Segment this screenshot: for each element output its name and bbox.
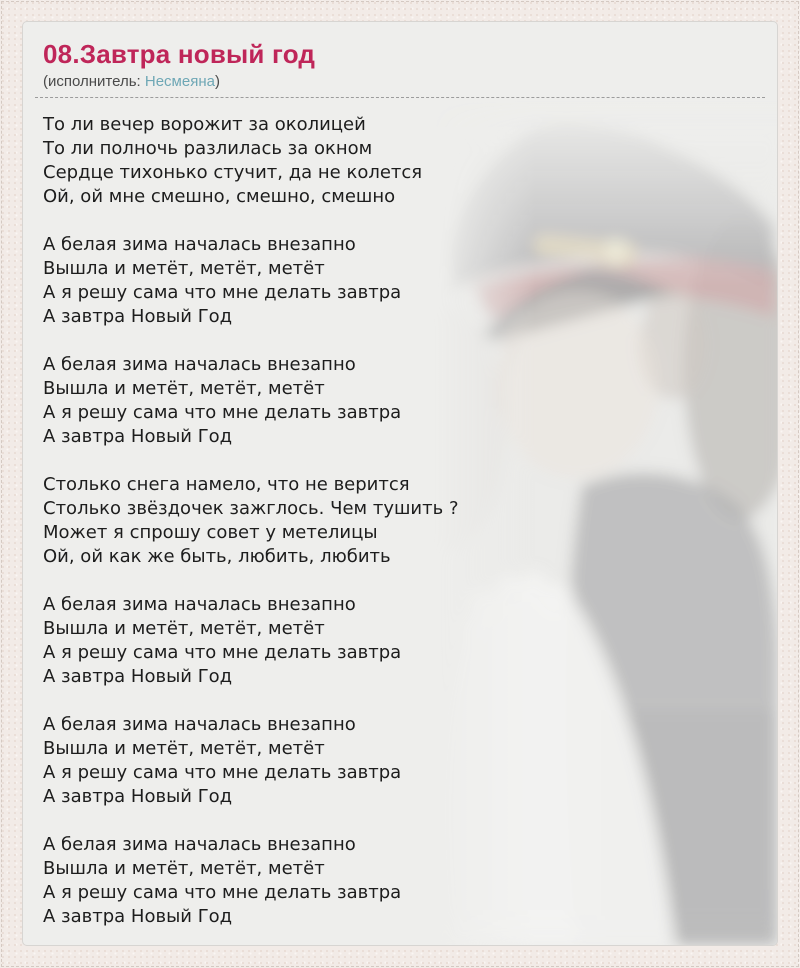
stanza — [43, 833, 757, 929]
lyric-line: А белая зима началась внезапно — [43, 233, 356, 255]
card-content — [23, 22, 777, 929]
lyric-line: А я решу сама что мне делать завтра — [43, 281, 402, 303]
lyric-line: То ли полночь разлилась за окном — [43, 137, 373, 159]
stanza — [43, 713, 757, 809]
stanza — [43, 113, 757, 209]
lyric-line: А я решу сама что мне делать завтра — [43, 641, 402, 663]
artist-suffix: ) — [214, 72, 220, 90]
lyric-line: А завтра Новый Год — [43, 785, 233, 807]
lyric-line: Вышла и метёт, метёт, метёт — [43, 257, 325, 279]
lyric-line: А белая зима началась внезапно — [43, 713, 356, 735]
artist-link[interactable]: Несмеяна — [144, 72, 215, 90]
lyric-line: Вышла и метёт, метёт, метёт — [43, 377, 325, 399]
separator — [35, 96, 765, 98]
stanza — [43, 353, 757, 449]
lyric-line: Вышла и метёт, метёт, метёт — [43, 737, 325, 759]
lyric-line: Сердце тихонько стучит, да не колется — [43, 161, 423, 183]
stanza — [43, 233, 757, 329]
lyric-line: Ой, ой как же быть, любить, любить — [43, 545, 391, 567]
lyric-line: А я решу сама что мне делать завтра — [43, 401, 402, 423]
lyrics — [43, 113, 757, 929]
lyric-line: Вышла и метёт, метёт, метёт — [43, 617, 325, 639]
lyric-line: Ой, ой мне смешно, смешно, смешно — [43, 185, 396, 207]
lyric-line: Вышла и метёт, метёт, метёт — [43, 857, 325, 879]
lyric-line: А завтра Новый Год — [43, 425, 233, 447]
lyric-line: А завтра Новый Год — [43, 905, 233, 927]
lyric-line: А я решу сама что мне делать завтра — [43, 881, 402, 903]
lyrics-card — [22, 21, 778, 946]
lyric-line: Столько звёздочек зажглось. Чем тушить ? — [43, 497, 459, 519]
lyric-line: А белая зима началась внезапно — [43, 833, 356, 855]
stanza — [43, 593, 757, 689]
lyric-line: Столько снега намело, что не верится — [43, 473, 410, 495]
stanza — [43, 473, 757, 569]
lyric-line: А я решу сама что мне делать завтра — [43, 761, 402, 783]
lyric-line: А завтра Новый Год — [43, 305, 233, 327]
lyric-line: А белая зима началась внезапно — [43, 593, 356, 615]
artist-line — [43, 73, 757, 92]
lyric-line: А завтра Новый Год — [43, 665, 233, 687]
lyric-line: Может я спрошу совет у метелицы — [43, 521, 378, 543]
lyric-line: А белая зима началась внезапно — [43, 353, 356, 375]
song-title: 08.Завтра новый год — [43, 39, 316, 69]
lyric-line: То ли вечер ворожит за околицей — [43, 113, 366, 135]
artist-label: (исполнитель: — [43, 72, 145, 90]
